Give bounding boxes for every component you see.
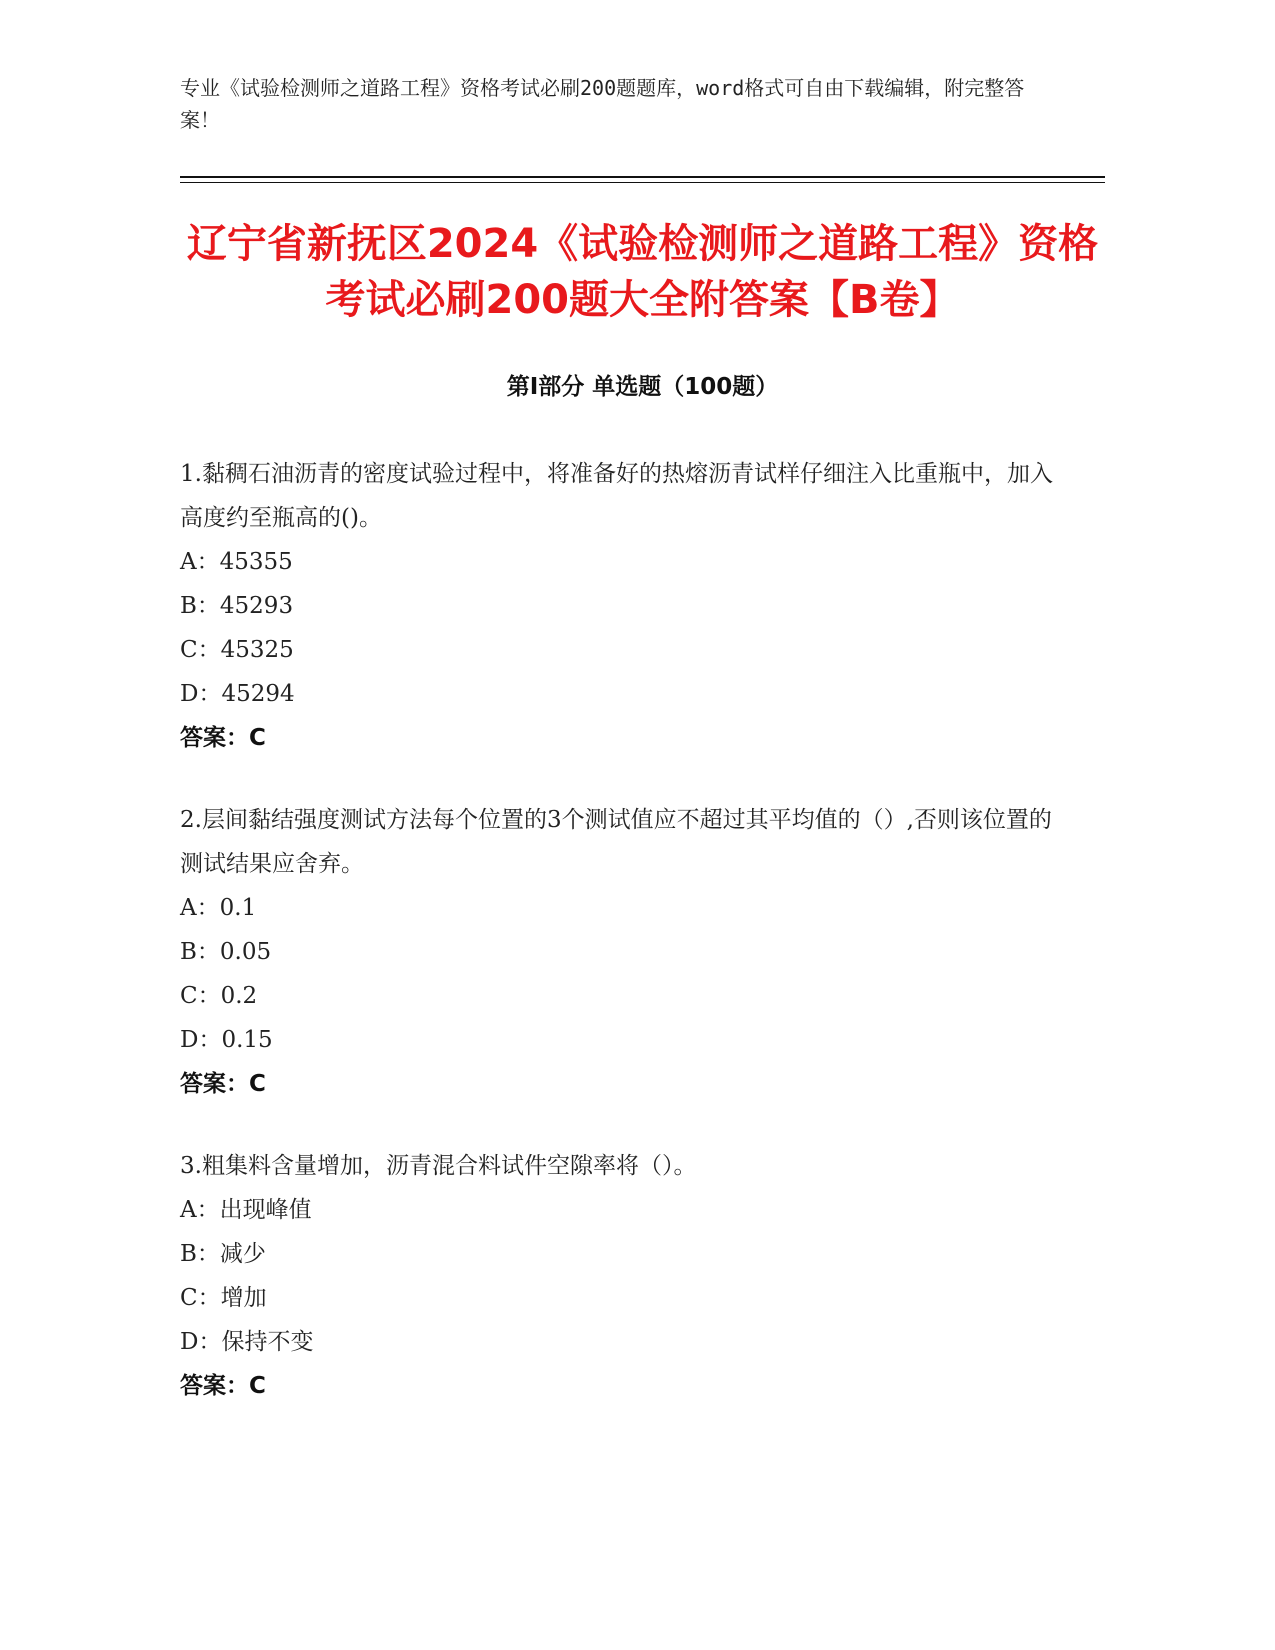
option-text: 出现峰值 <box>219 1197 312 1223</box>
option-label: B： <box>180 1241 220 1267</box>
option-text: 45325 <box>220 637 294 663</box>
answer-line: 答案：C <box>180 1373 266 1399</box>
option-label: A： <box>180 895 220 921</box>
option-text: 增加 <box>220 1285 267 1311</box>
question-item <box>180 798 1060 1106</box>
header-divider-thin <box>180 182 1105 183</box>
answer-line: 答案：C <box>180 725 266 751</box>
header-divider-thick <box>180 176 1105 178</box>
option-label: A： <box>180 549 220 575</box>
option-c <box>180 974 1060 1018</box>
option-b <box>180 1232 1060 1276</box>
option-label: D： <box>180 1329 222 1355</box>
option-text: 0.1 <box>219 895 257 921</box>
option-text: 减少 <box>219 1241 266 1267</box>
option-text: 保持不变 <box>221 1329 314 1355</box>
option-a <box>180 540 1060 584</box>
option-label: B： <box>180 593 220 619</box>
option-a <box>180 1188 1060 1232</box>
option-label: D： <box>180 1027 222 1053</box>
option-label: C： <box>180 983 221 1009</box>
question-list <box>180 452 1060 1446</box>
option-text: 0.15 <box>221 1027 273 1053</box>
answer-line: 答案：C <box>180 1071 266 1097</box>
question-stem: 3.粗集料含量增加，沥青混合料试件空隙率将（）。 <box>180 1153 697 1179</box>
question-stem: 1.黏稠石油沥青的密度试验过程中，将准备好的热熔沥青试样仔细注入比重瓶中，加入高度约至瓶高的()。 <box>180 461 1053 531</box>
option-a <box>180 886 1060 930</box>
option-text: 45293 <box>219 593 294 619</box>
option-text: 0.05 <box>219 939 272 965</box>
question-stem: 2.层间黏结强度测试方法每个位置的3个测试值应不超过其平均值的（）,否则该位置的测试结果应舍弃。 <box>180 807 1052 877</box>
header-note: 专业《试验检测师之道路工程》资格考试必刷200题题库，word格式可自由下载编辑，附完整答案！ <box>180 76 1025 132</box>
option-text: 45355 <box>219 549 293 575</box>
option-label: B： <box>180 939 220 965</box>
option-d <box>180 1320 1060 1364</box>
option-d <box>180 672 1060 716</box>
option-c <box>180 1276 1060 1320</box>
option-text: 0.2 <box>220 983 258 1009</box>
option-text: 45294 <box>221 681 295 707</box>
option-label: D： <box>180 681 222 707</box>
option-b <box>180 930 1060 974</box>
option-d <box>180 1018 1060 1062</box>
document-title: 辽宁省新抚区2024《试验检测师之道路工程》资格考试必刷200题大全附答案【B卷】 <box>186 221 1099 323</box>
option-label: C： <box>180 1285 221 1311</box>
question-item <box>180 1144 1060 1408</box>
option-label: A： <box>180 1197 220 1223</box>
option-label: C： <box>180 637 221 663</box>
section-heading: 第Ⅰ部分 单选题（100题） <box>506 374 779 400</box>
question-item <box>180 452 1060 760</box>
option-c <box>180 628 1060 672</box>
option-b <box>180 584 1060 628</box>
